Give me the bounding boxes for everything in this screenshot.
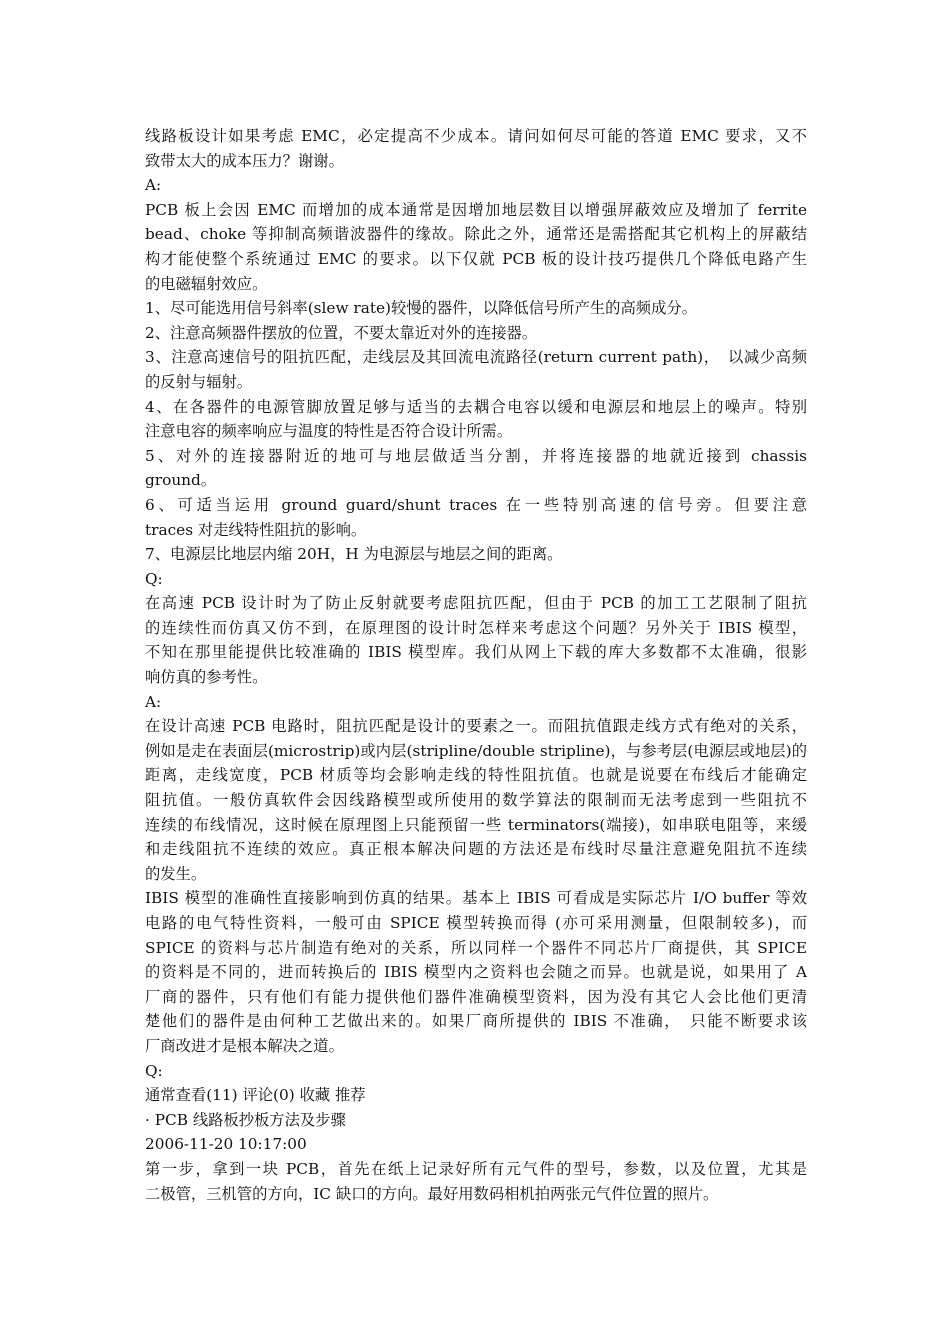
- text-line: A:: [145, 692, 162, 711]
- text-line: bead、choke 等抑制高频谐波器件的缘故。除此之外，通常还是需搭配其它机构上的屏蔽结: [145, 225, 807, 244]
- text-line: 4、在各器件的电源管脚放置足够与适当的去耦合电容以缓和电源层和地层上的噪声。特别: [145, 397, 807, 416]
- text-line: 2、注意高频器件摆放的位置，不要太靠近对外的连接器。: [145, 323, 538, 342]
- text-line: Q:: [145, 1061, 163, 1080]
- text-line: 5、对外的连接器附近的地可与地层做适当分割，并将连接器的地就近接到 chassis: [145, 446, 807, 465]
- text-line: 在高速 PCB 设计时为了防止反射就要考虑阻抗匹配，但由于 PCB 的加工工艺限制了阻抗: [145, 594, 807, 613]
- text-line: 3、注意高速信号的阻抗匹配，走线层及其回流电流路径(return current path)， 以减少高频: [145, 348, 807, 367]
- text-line: 连续的布线情况，这时候在原理图上只能预留一些 terminators(端接)，如串联电阻等，来缓: [145, 815, 807, 834]
- text-line: 厂商的器件，只有他们有能力提供他们器件准确模型资料，因为没有其它人会比他们更清: [145, 987, 807, 1006]
- text-line: IBIS 模型的准确性直接影响到仿真的结果。基本上 IBIS 可看成是实际芯片 I/O buffer 等效: [145, 889, 807, 908]
- text-line: 6、可适当运用 ground guard/shunt traces 在一些特别高速的信号旁。但要注意: [145, 495, 807, 514]
- text-line: · PCB 线路板抄板方法及步骤: [145, 1110, 346, 1129]
- text-line: 线路板设计如果考虑 EMC，必定提高不少成本。请问如何尽可能的答道 EMC 要求，又不: [145, 127, 807, 145]
- text-line: 不知在那里能提供比较准确的 IBIS 模型库。我们从网上下载的库大多数都不太准确，很影: [145, 643, 807, 662]
- text-line: 二极管，三机管的方向，IC 缺口的方向。最好用数码相机拍两张元气件位置的照片。: [145, 1184, 719, 1203]
- text-line: 在设计高速 PCB 电路时，阻抗匹配是设计的要素之一。而阻抗值跟走线方式有绝对的关系，: [145, 717, 807, 736]
- text-line: 阻抗值。一般仿真软件会因线路模型或所使用的数学算法的限制而无法考虑到一些阻抗不: [145, 791, 807, 810]
- text-line: 的电磁辐射效应。: [145, 274, 268, 293]
- text-line: 例如是走在表面层(microstrip)或内层(stripline/double stripline)，与参考层(电源层或地层)的: [145, 741, 807, 760]
- text-line: 厂商改进才是根本解决之道。: [145, 1036, 344, 1055]
- text-line: 和走线阻抗不连续的效应。真正根本解决问题的方法还是布线时尽量注意避免阻抗不连续: [145, 840, 807, 859]
- text-line: ground。: [145, 471, 217, 490]
- text-line: 第一步，拿到一块 PCB，首先在纸上记录好所有元气件的型号，参数，以及位置，尤其是: [145, 1159, 807, 1178]
- text-line: 楚他们的器件是由何种工艺做出来的。如果厂商所提供的 IBIS 不准确， 只能不断要求该: [145, 1012, 807, 1031]
- document-body: [145, 124, 807, 1206]
- text-line: 响仿真的参考性。: [145, 668, 268, 687]
- text-line: 致带太大的成本压力？谢谢。: [145, 151, 344, 170]
- text-line: PCB 板上会因 EMC 而增加的成本通常是因增加地层数目以增强屏蔽效应及增加了 ferrite: [145, 200, 807, 219]
- text-line: 2006-11-20 10:17:00: [145, 1135, 307, 1154]
- text-line: 的反射与辐射。: [145, 372, 253, 391]
- text-line: A:: [145, 176, 162, 195]
- text-line: 的发生。: [145, 864, 207, 883]
- text-line: 1、尽可能选用信号斜率(slew rate)较慢的器件，以降低信号所产生的高频成分。: [145, 299, 697, 318]
- text-line: 7、电源层比地层内缩 20H，H 为电源层与地层之间的距离。: [145, 545, 563, 564]
- text-line: Q:: [145, 569, 163, 588]
- text-line: traces 对走线特性阻抗的影响。: [145, 520, 367, 539]
- text-line: 通常查看(11) 评论(0) 收藏 推荐: [145, 1086, 366, 1105]
- text-line: 的连续性而仿真又仿不到，在原理图的设计时怎样来考虑这个问题？另外关于 IBIS 模型，: [145, 618, 807, 637]
- text-line: 电路的电气特性资料，一般可由 SPICE 模型转换而得 (亦可采用测量，但限制较多)，而: [145, 914, 807, 932]
- text-line: 距离，走线宽度，PCB 材质等均会影响走线的特性阻抗值。也就是说要在布线后才能确定: [145, 766, 807, 785]
- text-line: 的资料是不同的，进而转换后的 IBIS 模型内之资料也会随之而异。也就是说，如果用了 A: [145, 963, 807, 982]
- text-line: SPICE 的资料与芯片制造有绝对的关系，所以同样一个器件不同芯片厂商提供，其 SPICE: [145, 938, 807, 957]
- text-line: 构才能使整个系统通过 EMC 的要求。以下仅就 PCB 板的设计技巧提供几个降低电路产生: [145, 249, 807, 268]
- text-line: 注意电容的频率响应与温度的特性是否符合设计所需。: [145, 422, 513, 441]
